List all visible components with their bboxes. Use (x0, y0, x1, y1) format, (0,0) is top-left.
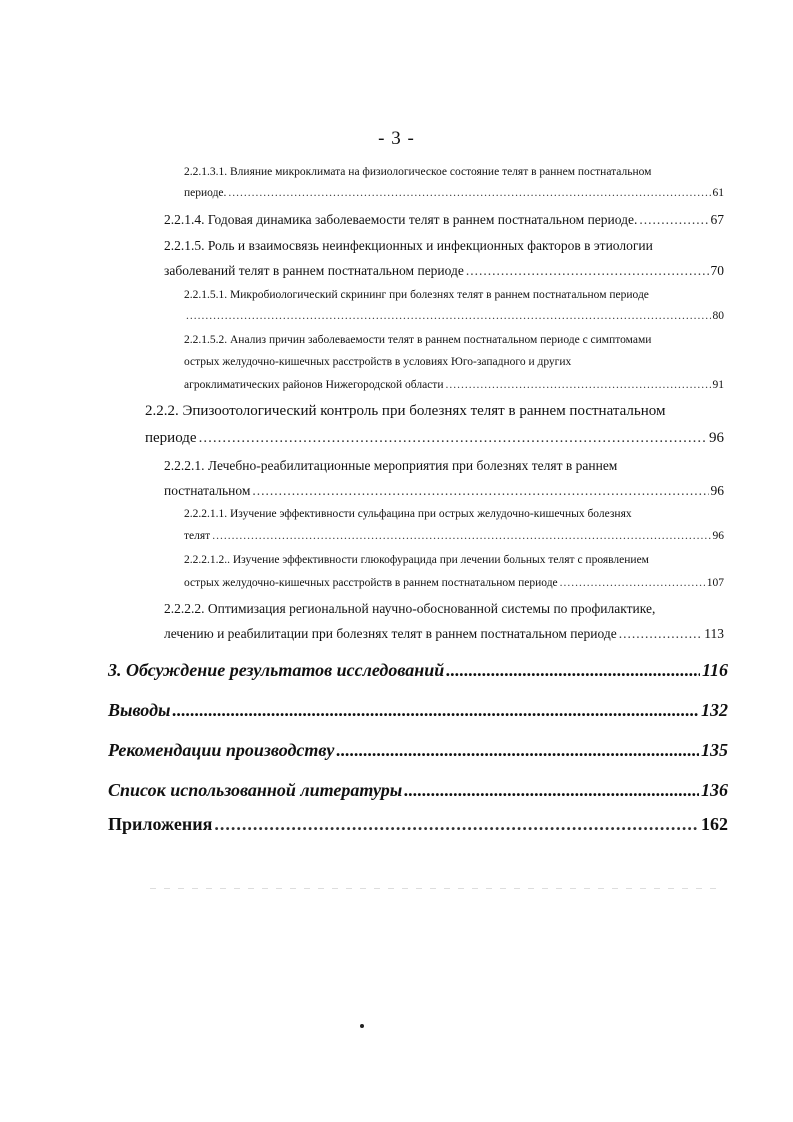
toc-entry-2-2-1-3-1-line1: 2.2.1.3.1. Влияние микроклимата на физиологическое состояние телят в раннем постнатальном (184, 166, 652, 178)
leader-dots (336, 741, 699, 759)
toc-page-number: 96 (709, 430, 724, 446)
toc-entry-references (108, 781, 728, 799)
toc-entry-text: лечению и реабилитации при болезнях телят в раннем постнатальном периоде (164, 626, 617, 641)
toc-entry-2-2-2-1-2-line2 (184, 578, 724, 590)
toc-entry-2-2-1-5-2-line3 (184, 380, 724, 392)
toc-entry-2-2-1-5-line2 (164, 264, 724, 278)
leader-dots (228, 188, 710, 200)
toc-page-number: 132 (701, 700, 728, 720)
leader-dots (639, 213, 708, 227)
toc-entry-text: 2.2.1.4. Годовая динамика заболеваемости телят в раннем постнатальном периоде. (164, 212, 638, 227)
toc-entry-2-2-1-5-2-line1: 2.2.1.5.2. Анализ причин заболеваемости телят в раннем постнатальном периоде с симптомами (184, 334, 652, 346)
toc-entry-text: периоде. (184, 187, 227, 199)
leader-dots (212, 531, 710, 543)
toc-page-number: 162 (701, 814, 728, 834)
toc-entry-conclusions (108, 701, 728, 719)
toc-page-number: 135 (701, 740, 728, 760)
toc-entry-text: Список использованной литературы (108, 780, 403, 800)
toc-entry-text: Рекомендации производству (108, 740, 335, 760)
leader-dots (172, 701, 699, 719)
toc-page-number: 136 (701, 780, 728, 800)
toc-page-number: 91 (712, 379, 724, 391)
toc-page-number: 96 (712, 530, 724, 542)
toc-page-number: 113 (704, 626, 724, 641)
toc-entry-text: агроклиматических районов Нижегородской области (184, 379, 444, 391)
leader-dots (446, 661, 700, 679)
leader-dots (404, 781, 699, 799)
toc-page-number: 61 (712, 187, 724, 199)
page-number: - 3 - (378, 128, 415, 149)
toc-entry-2-2-2-1-line2 (164, 484, 724, 498)
toc-entry-text: Выводы (108, 700, 171, 720)
scan-artifact-dot (360, 1024, 364, 1028)
toc-entry-text: 3. Обсуждение результатов исследований (108, 660, 445, 680)
toc-entry-text: заболеваний телят в раннем постнатальном периоде (164, 263, 464, 278)
toc-entry-text: периоде (145, 430, 197, 446)
toc-page-number: 80 (712, 310, 724, 322)
leader-dots (619, 627, 703, 641)
toc-entry-2-2-1-3-1-line2 (184, 188, 724, 200)
toc-page-number: 96 (710, 483, 724, 498)
toc-entry-chapter-3 (108, 661, 728, 679)
toc-page-number: 70 (710, 263, 724, 278)
toc-entry-2-2-2-2-line2 (164, 627, 724, 641)
toc-entry-text: постнатальном (164, 483, 251, 498)
toc-entry-text: Приложения (108, 814, 213, 834)
toc-entry-appendices (108, 815, 728, 833)
leader-dots (560, 578, 705, 590)
leader-dots (186, 311, 711, 323)
toc-page-number: 116 (701, 660, 728, 680)
toc-entry-2-2-1-5-line1: 2.2.1.5. Роль и взаимосвязь неинфекционных и инфекционных факторов в этиологии (164, 238, 653, 253)
toc-entry-2-2-2-line1: 2.2.2. Эпизоотологический контроль при болезнях телят в раннем постнатальном (145, 403, 666, 419)
leader-dots (466, 264, 709, 278)
toc-entry-2-2-2-1-2-line1: 2.2.2.1.2.. Изучение эффективности глюкофурацида при лечении больных телят с проявлением (184, 554, 649, 566)
leader-dots (446, 380, 711, 392)
toc-page-number: 67 (710, 212, 724, 227)
toc-entry-text: телят (184, 530, 211, 542)
toc-entry-2-2-1-5-2-line2: острых желудочно-кишечных расстройств в условиях Юго-западного и других (184, 356, 572, 368)
toc-page-number: 107 (706, 577, 724, 589)
toc-entry-recommendations (108, 741, 728, 759)
toc-entry-2-2-2-1-line1: 2.2.2.1. Лечебно-реабилитационные мероприятия при болезнях телят в раннем (164, 458, 618, 473)
toc-entry-text: острых желудочно-кишечных расстройств в раннем постнатальном периоде (184, 577, 558, 589)
leader-dots (214, 815, 699, 833)
leader-dots (252, 484, 708, 498)
leader-dots (199, 431, 707, 446)
toc-entry-2-2-1-4 (164, 213, 724, 227)
toc-entry-2-2-2-line2 (145, 431, 724, 446)
toc-entry-2-2-2-1-1-line1: 2.2.2.1.1. Изучение эффективности сульфацина при острых желудочно-кишечных болезнях (184, 508, 632, 520)
toc-entry-2-2-2-2-line1: 2.2.2.2. Оптимизация региональной научно-обоснованной системы по профилактике, (164, 601, 656, 616)
toc-entry-2-2-2-1-1-line2 (184, 531, 724, 543)
toc-entry-2-2-1-5-1-line1: 2.2.1.5.1. Микробиологический скрининг при болезнях телят в раннем постнатальном периоде (184, 289, 649, 301)
scan-artifact-line (150, 888, 720, 889)
toc-entry-2-2-1-5-1-line2 (184, 311, 724, 323)
